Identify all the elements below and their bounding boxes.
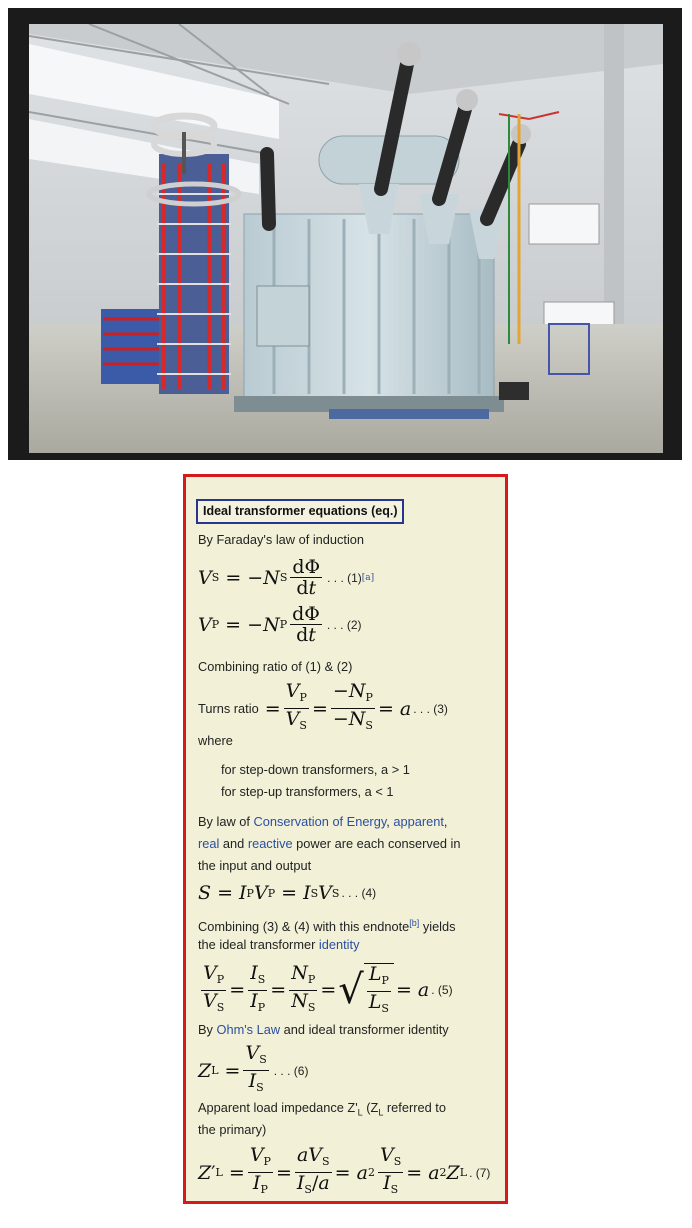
photo-frame [8, 8, 682, 460]
infobox-title: Ideal transformer equations (eq.) [196, 499, 404, 524]
comma-text: , [386, 814, 394, 829]
apparent-link[interactable]: apparent [393, 814, 444, 829]
faraday-text: By Faraday's law of induction [198, 532, 365, 547]
equation-1: V S = − N S $\frac{d\Phi}{dt}$ . . . (1) [a] [198, 556, 375, 599]
equation-2-number: . . . (2) [326, 617, 362, 632]
comma-text-2: , [443, 814, 448, 829]
where-text: where [198, 733, 233, 748]
power-line [198, 833, 461, 855]
equation-4-number: . . . (4) [341, 886, 377, 900]
equation-1-number: . . . (1) [327, 570, 362, 585]
footnote-a-link[interactable]: [a] [361, 572, 375, 583]
endnote-b-link[interactable]: [b] [409, 918, 420, 928]
equation-6-number: . . . (6) [273, 1063, 309, 1078]
identity-link[interactable]: identity [318, 937, 360, 952]
ohm-line [198, 1019, 449, 1041]
equation-infobox [183, 474, 508, 1204]
turns-ratio-label: Turns ratio [198, 701, 259, 716]
equation-2: V P = − N P $\frac{d\Phi}{dt}$ . . . (2) [198, 603, 362, 646]
by-text: By [198, 1022, 217, 1037]
power-rest-text: power are each conserved in [292, 836, 461, 851]
equation-7-number: . (7) [469, 1165, 491, 1180]
step-up-text: for step-up transformers, a < 1 [221, 784, 394, 799]
and-text: and [219, 836, 248, 851]
equation-5: $\frac{V_P}{V_S}$ = $\frac{I_S}{I_P}$ = $\frac{N_P}{N_S}$ = √ $\frac{L_P}{L_S}$ = a . (5) [198, 961, 453, 1019]
apparent-mid: (Z [362, 1100, 379, 1115]
equation-3: Turns ratio = $\frac{V_P}{V_S}$ = $\frac{-N_P}{-N_S}$ = a . . . (3) [198, 680, 448, 732]
identity-line [198, 934, 359, 956]
combining-ratio-text: Combining ratio of (1) & (2) [198, 659, 353, 674]
ohms-law-link[interactable]: Ohm's Law [216, 1022, 281, 1037]
equation-7: Z ′ L = $\frac{V_P}{I_P}$ = $\frac{aV_S}{I_S/a}$ = a 2 $\frac{V_S}{I_S}$ = a 2 Z L . (7) [198, 1144, 491, 1196]
step-down-text: for step-down transformers, a > 1 [221, 762, 410, 777]
equation-5-number: . (5) [431, 983, 453, 997]
apparent-load-text: Apparent load impedance Z' [198, 1100, 358, 1115]
reactive-link[interactable]: reactive [247, 836, 293, 851]
law-prefix: By law of [198, 814, 254, 829]
equation-3-number: . . . (3) [413, 701, 448, 716]
conservation-of-energy-link[interactable]: Conservation of Energy [253, 814, 387, 829]
real-link[interactable]: real [198, 836, 220, 851]
yields-text: yields [419, 919, 456, 934]
equation-6: Z L = $\frac{V_S}{I_S}$ . . . (6) [198, 1042, 309, 1094]
transformer-photo [29, 24, 663, 453]
apparent-sub-2: L [378, 1107, 384, 1118]
square-root: √ $\frac{L_P}{L_S}$ [338, 961, 394, 1019]
the-primary-text: the primary) [198, 1122, 267, 1137]
conservation-line [198, 811, 447, 833]
input-output-text: the input and output [198, 858, 312, 873]
equation-4: S = I P V P = I S V S . . . (4) [198, 882, 377, 904]
apparent-sub: L [357, 1107, 363, 1118]
combining34-text: Combining (3) & (4) with this endnote [198, 919, 410, 934]
ideal-identity-prefix: the ideal transformer [198, 937, 319, 952]
apparent-end: referred to [383, 1100, 446, 1115]
ohm-rest-text: and ideal transformer identity [280, 1022, 449, 1037]
